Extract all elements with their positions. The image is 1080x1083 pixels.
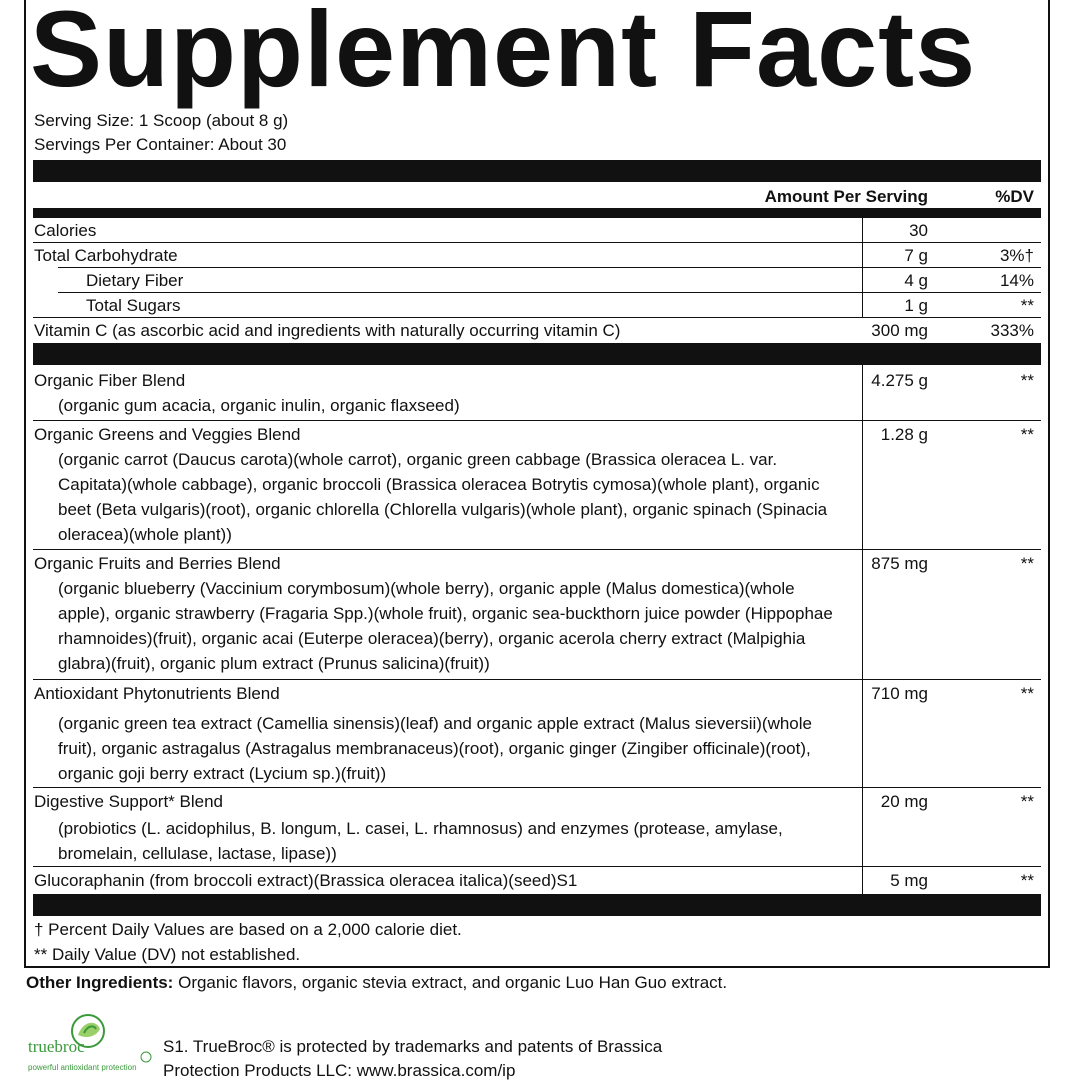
row-divider <box>58 267 1041 268</box>
blend-dv: ** <box>1020 371 1034 390</box>
footnote-not-established: ** Daily Value (DV) not established. <box>34 945 301 964</box>
column-divider <box>862 365 863 894</box>
thick-rule <box>33 160 1041 182</box>
other-ingredients <box>26 973 727 993</box>
logo-brand: truebroc <box>28 1037 85 1056</box>
nutrient-amount: 1 g <box>904 296 928 315</box>
blend-amount: 4.275 g <box>871 371 928 390</box>
row-divider <box>33 866 1041 867</box>
nutrient-name: Vitamin C (as ascorbic acid and ingredients with naturally occurring vitamin C) <box>34 321 621 340</box>
nutrient-name: Calories <box>34 221 97 240</box>
nutrient-amount: 30 <box>909 221 928 240</box>
row-divider <box>33 420 1041 421</box>
blend-name: Organic Fiber Blend <box>34 371 186 390</box>
nutrient-name: Dietary Fiber <box>86 271 184 290</box>
nutrient-dv: ** <box>1020 296 1034 315</box>
trademark-line-1: S1. TrueBroc® is protected by trademarks and patents of Brassica <box>163 1037 663 1056</box>
blend-name: Glucoraphanin (from broccoli extract)(Brassica oleracea italica)(seed)S1 <box>34 871 578 890</box>
blend-dv: ** <box>1020 684 1034 703</box>
thick-rule <box>33 894 1041 916</box>
blend-name: Antioxidant Phytonutrients Blend <box>34 684 280 703</box>
blend-amount: 1.28 g <box>880 425 928 444</box>
row-divider <box>33 317 1041 318</box>
column-divider <box>862 218 863 318</box>
nutrient-amount: 4 g <box>904 271 928 290</box>
medium-rule <box>33 208 1041 218</box>
row-divider <box>33 549 1041 550</box>
blend-name: Organic Greens and Veggies Blend <box>34 425 301 444</box>
nutrient-dv: 333% <box>990 321 1034 340</box>
blend-name: Organic Fruits and Berries Blend <box>34 554 281 573</box>
blend-detail: (probiotics (L. acidophilus, B. longum, L. casei, L. rhamnosus) and enzymes (protease, amylase, bromelain, cellulase, lactase, lipase)) <box>58 819 783 863</box>
blend-detail: (organic blueberry (Vaccinium corymbosum)(whole berry), organic apple (Malus domestica)(whole apple), organic strawberry (Fragaria Spp.)(whole fruit), organic sea-buckthorn juice powder (Hippophae rhamnoides)(fruit), organic acai (Euterpe oleracea)(berry), organic acerola cherry extract (Malpighia glabra)(fruit), organic plum extract (Prunus salicina)(fruit)) <box>58 579 833 673</box>
row-divider <box>33 787 1041 788</box>
nutrient-name: Total Carbohydrate <box>34 246 178 265</box>
truebroc-logo <box>28 1013 156 1077</box>
nutrient-amount: 7 g <box>904 246 928 265</box>
nutrient-dv: 14% <box>999 271 1034 290</box>
nutrient-name: Total Sugars <box>86 296 181 315</box>
row-divider <box>58 292 1041 293</box>
blend-detail: (organic carrot (Daucus carota)(whole carrot), organic green cabbage (Brassica oleracea L. var. Capitata)(whole cabbage), organic broccoli (Brassica oleracea Botrytis cymosa)(whole plant), organic beet (Beta vulgaris)(root), organic chlorella (Chlorella vulgaris)(whole plant), organic spinach (Spinacia oleracea)(whole plant)) <box>58 450 828 544</box>
blend-name: Digestive Support* Blend <box>34 792 224 811</box>
nutrient-amount: 300 mg <box>871 321 928 340</box>
footnote-dv: † Percent Daily Values are based on a 2,000 calorie diet. <box>34 920 462 939</box>
nutrient-dv: 3%† <box>999 246 1034 265</box>
amount-header: Amount Per Serving <box>764 187 928 206</box>
blend-detail: (organic gum acacia, organic inulin, organic flaxseed) <box>58 396 460 415</box>
blend-amount: 710 mg <box>871 684 928 703</box>
panel-title: Supplement Facts <box>30 0 977 109</box>
dv-header: %DV <box>995 187 1034 206</box>
trademark-line-2: Protection Products LLC: www.brassica.com/ip <box>163 1061 516 1080</box>
thick-rule <box>33 343 1041 365</box>
trademark-note <box>163 1035 662 1083</box>
other-ingredients-text: Organic flavors, organic stevia extract, and organic Luo Han Guo extract. <box>178 973 728 992</box>
logo-tagline: powerful antioxidant protection <box>28 1063 137 1072</box>
blend-dv: ** <box>1020 425 1034 444</box>
blend-dv: ** <box>1020 871 1034 890</box>
blend-detail: (organic green tea extract (Camellia sinensis)(leaf) and organic apple extract (Malus sieversii)(whole fruit), organic astragalus (Astragalus membranaceus)(root), organic ginger (Zingiber officinale)(root), organic goji berry extract (Lycium sp.)(fruit)) <box>58 714 812 783</box>
serving-size: Serving Size: 1 Scoop (about 8 g) <box>34 111 289 130</box>
blend-amount: 20 mg <box>880 792 928 811</box>
row-divider <box>33 679 1041 680</box>
blend-dv: ** <box>1020 792 1034 811</box>
blend-amount: 875 mg <box>871 554 928 573</box>
row-divider <box>33 242 1041 243</box>
blend-amount: 5 mg <box>890 871 928 890</box>
blend-dv: ** <box>1020 554 1034 573</box>
servings-per-container: Servings Per Container: About 30 <box>34 135 287 154</box>
supplement-facts-panel <box>24 0 1050 968</box>
other-ingredients-label: Other Ingredients: <box>26 973 174 992</box>
